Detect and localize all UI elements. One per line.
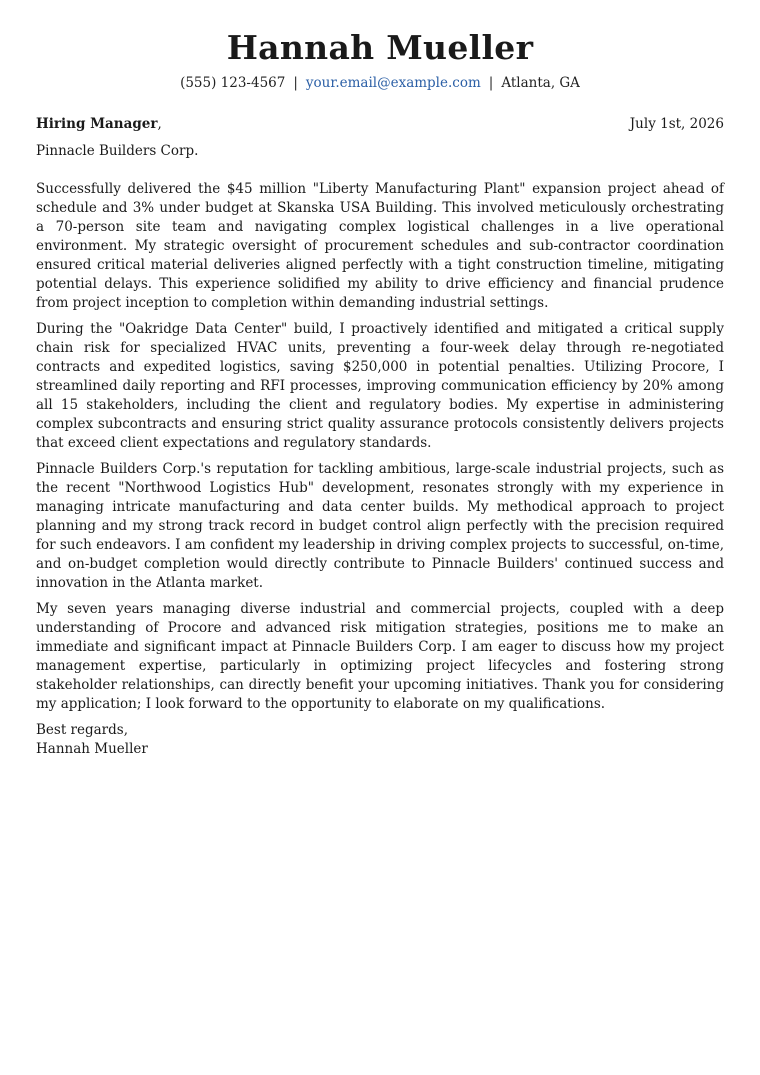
contact-line xyxy=(36,74,724,92)
recipient-title-wrap xyxy=(36,115,162,134)
applicant-name: Hannah Mueller xyxy=(226,28,534,67)
recipient-company: Pinnacle Builders Corp. xyxy=(36,143,199,159)
recipient-title: Hiring Manager xyxy=(36,116,158,132)
contact-separator: | xyxy=(293,75,298,91)
recipient-row xyxy=(36,115,724,134)
letter-date: July 1st, 2026 xyxy=(629,116,724,132)
contact-separator: | xyxy=(488,75,494,91)
closing-signature: Hannah Mueller xyxy=(36,741,148,757)
closing-block xyxy=(36,721,724,759)
location: Atlanta, GA xyxy=(501,75,580,91)
closing-salutation: Best regards, xyxy=(36,722,129,738)
email-link[interactable]: your.email@example.com xyxy=(305,75,481,91)
body-paragraph: During the "Oakridge Data Center" build, I proactively identified and mitigated a critical supply chain risk for specialized HVAC units, preventing a four-week delay through re-negotiated contracts and expedited logistics, saving $250,000 in potential penalties. Utilizing Procore, I streamlined daily reporting and RFI processes, improving communication efficiency by 20% among all 15 stakeholders, including the client and regulatory bodies. My expertise in administering complex subcontracts and ensuring strict quality assurance protocols consistently delivers projects that exceed client expectations and regulatory standards. xyxy=(36,321,724,451)
cover-letter-page xyxy=(36,28,724,759)
body-paragraph: Successfully delivered the $45 million "Liberty Manufacturing Plant" expansion project ahead of schedule and 3% under budget at Skanska USA Building. This involved meticulously orchestrating a 70-person site team and navigating complex logistical challenges in a live operational environment. My strategic oversight of procurement schedules and sub-contractor coordination ensured critical material deliveries aligned perfectly with a tight construction timeline, mitigating potential delays. This experience solidified my ability to drive efficiency and financial prudence from project inception to completion within demanding industrial settings. xyxy=(36,181,724,311)
body-paragraph: Pinnacle Builders Corp.'s reputation for tackling ambitious, large-scale industrial projects, such as the recent "Northwood Logistics Hub" development, resonates strongly with my experience in managing intricate manufacturing and data center builds. My methodical approach to project planning and my strong track record in budget control align perfectly with the precision required for such endeavors. I am confident my leadership in driving complex projects to successful, on-time, and on-budget completion would directly contribute to Pinnacle Builders' continued success and innovation in the Atlanta market. xyxy=(36,461,724,591)
recipient-title-suffix: , xyxy=(157,116,162,132)
letter-body xyxy=(36,180,724,714)
phone-number: (555) 123-4567 xyxy=(180,75,286,91)
body-paragraph: My seven years managing diverse industrial and commercial projects, coupled with a deep understanding of Procore and advanced risk mitigation strategies, positions me to make an immediate and significant impact at Pinnacle Builders Corp. I am eager to discuss how my project management expertise, particularly in optimizing project lifecycles and fostering strong stakeholder relationships, can directly benefit your upcoming initiatives. Thank you for considering my application; I look forward to the opportunity to elaborate on my qualifications. xyxy=(36,601,724,712)
